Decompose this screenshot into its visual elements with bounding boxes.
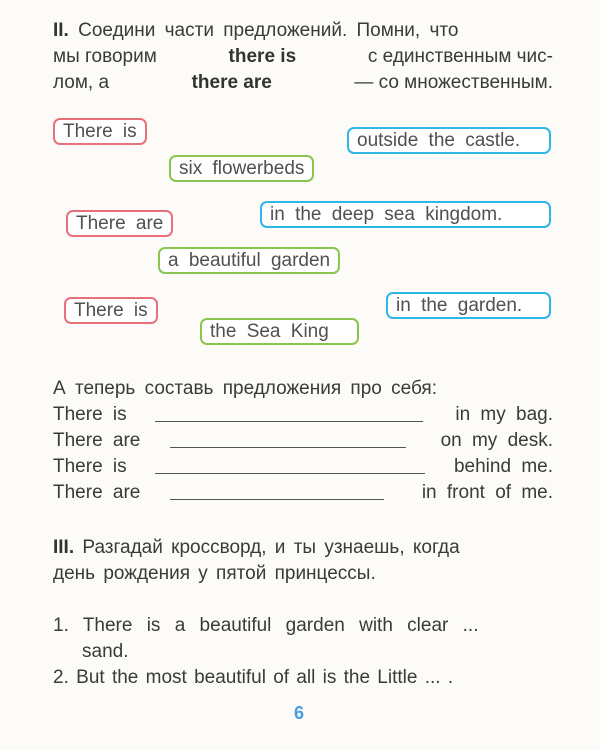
keyword-there-is: there is [228,46,297,67]
phrase-box-six-flowerbeds[interactable]: six flowerbeds [169,155,314,182]
instruction-text: мы говорим [53,46,157,67]
instruction-text: — со множественным. [354,72,553,93]
task3-line1 [53,535,553,561]
crossword-clue-1-cont: sand. [82,641,129,662]
clue-number: 2. [53,667,69,688]
fill-end: on my desk. [440,430,553,451]
phrase-box-a-beautiful-garden[interactable]: a beautiful garden [158,247,340,274]
phrase-box-there-is[interactable]: There is [64,297,158,324]
fill-end: behind me. [453,456,553,477]
keyword-there-are: there are [191,72,272,93]
task2-line3 [53,70,553,96]
clue-text: There is a beautiful garden with clear ... [82,615,479,636]
task-number: III. [53,537,75,558]
page-number: 6 [294,703,305,723]
fill-end: in front of me. [421,482,553,503]
fill-start: There is [53,404,127,425]
clue-text: But the most beautiful of all is the Little ... . [76,667,454,688]
answer-blank[interactable] [170,499,384,500]
task-number: II. [53,20,69,41]
answer-blank[interactable] [155,473,425,474]
task2-line2 [53,44,553,70]
crossword-clue-2 [53,665,553,691]
fill-end: in my bag. [455,404,553,425]
fill-start: There are [53,430,141,451]
instruction-text: Разгадай кроссворд, и ты узнаешь, когда [82,537,460,558]
task2-line1 [53,18,553,44]
fill-start: There is [53,456,127,477]
phrase-box-there-is[interactable]: There is [53,118,147,145]
phrase-box-outside-the-castle[interactable]: outside the castle. [347,127,551,154]
phrase-box-in-the-garden[interactable]: in the garden. [386,292,551,319]
answer-blank[interactable] [155,421,423,422]
crossword-clue-1 [53,613,553,639]
phrase-box-there-are[interactable]: There are [66,210,173,237]
task3-line2: день рождения у пятой принцессы. [53,563,376,584]
answer-blank[interactable] [170,447,406,448]
phrase-box-the-sea-king[interactable]: the Sea King [200,318,359,345]
phrase-box-in-the-deep-sea-kingdom[interactable]: in the deep sea kingdom. [260,201,551,228]
prompt: А теперь составь предложения про себя: [53,378,437,399]
clue-number: 1. [53,615,69,636]
instruction-text: лом, а [53,72,110,93]
instruction-text: с единственным чис- [367,46,553,67]
fill-start: There are [53,482,141,503]
instruction-text: Соедини части предложений. Помни, что [78,20,459,41]
